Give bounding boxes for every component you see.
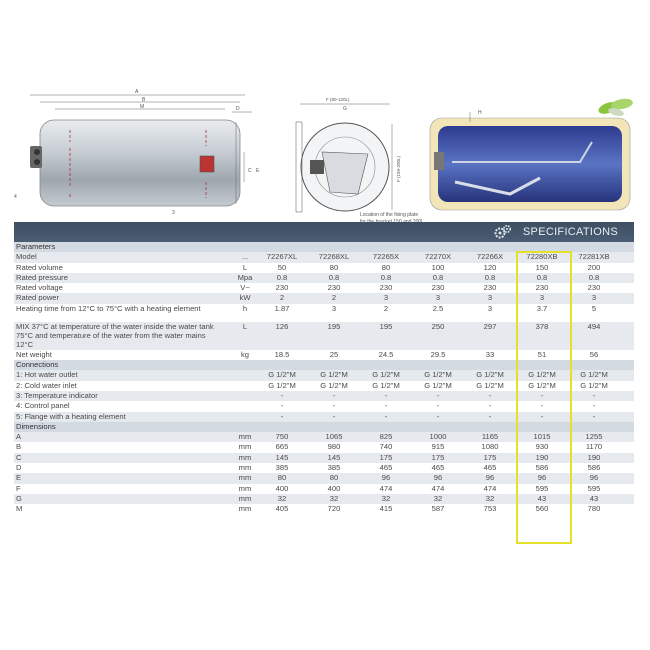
table-cell: G 1/2"M (372, 370, 400, 380)
table-cell: 80 (277, 473, 287, 483)
table-cell: G 1/2"M (476, 380, 504, 390)
table-cell: 72268XL (318, 252, 350, 262)
table-cell: 200 (587, 262, 601, 272)
table-cell: - (280, 390, 284, 400)
table-cell: 230 (431, 283, 445, 293)
cutaway-drawing (430, 110, 630, 210)
table-cell: G 1/2"M (268, 370, 296, 380)
table-cell: 595 (535, 483, 549, 493)
row-label: C (16, 452, 22, 462)
table-cell: 32 (433, 493, 443, 503)
row-label: 5: Flange with a heating element (16, 411, 126, 421)
table-cell: 1.87 (274, 303, 290, 313)
table-cell: G 1/2"M (476, 370, 504, 380)
technical-drawings (0, 82, 650, 230)
table-cell: 1170 (585, 442, 603, 452)
row-unit: h (242, 303, 248, 313)
row-label: Heating time from 12°C to 75°C with a heating element (16, 303, 201, 313)
row-label: MIX 37°C at temperature of the water inside the water tank 75°C and temperature of the water from the water mains 12°C (16, 321, 214, 350)
table-cell: 3 (331, 303, 337, 313)
section-title: Dimensions (16, 421, 56, 431)
table-cell: 25 (329, 349, 339, 359)
row-unit: mm (238, 432, 252, 442)
table-cell: 378 (535, 321, 549, 331)
table-cell: - (384, 390, 388, 400)
row-unit: mm (238, 442, 252, 452)
row-label: Rated volume (16, 262, 63, 272)
table-cell: 32 (485, 493, 495, 503)
row-label: 2: Cold water inlet (16, 380, 77, 390)
row-label: D (16, 463, 22, 473)
table-cell: 400 (327, 483, 341, 493)
table-cell: 72265X (372, 252, 400, 262)
table-cell: 915 (431, 442, 445, 452)
dim-label-4: 4 (14, 194, 17, 200)
table-cell: 586 (587, 463, 601, 473)
table-cell: 2 (383, 303, 389, 313)
table-cell: G 1/2"M (372, 380, 400, 390)
row-label: Rated power (16, 293, 60, 303)
row-unit: V~ (240, 283, 250, 293)
table-cell: 72281XB (578, 252, 610, 262)
row-unit: mm (238, 504, 252, 514)
table-cell: 80 (329, 262, 339, 272)
table-cell: - (332, 390, 336, 400)
leaf-logo-icon (592, 92, 640, 120)
table-cell: 1065 (325, 432, 343, 442)
table-cell: - (280, 411, 284, 421)
table-cell: 195 (379, 321, 393, 331)
row-label: 4: Control panel (16, 401, 70, 411)
table-cell: 1255 (585, 432, 603, 442)
table-cell: G 1/2"M (528, 370, 556, 380)
table-cell: G 1/2"M (424, 380, 452, 390)
table-cell: 2.5 (432, 303, 444, 313)
row-unit: mm (238, 473, 252, 483)
table-cell: - (592, 411, 596, 421)
table-cell: 96 (485, 473, 495, 483)
table-cell: 5 (591, 303, 597, 313)
table-cell: 415 (379, 504, 393, 514)
dim-label-f2: F (150-200L) (396, 155, 401, 182)
table-cell: 24.5 (378, 349, 394, 359)
table-cell: 930 (535, 442, 549, 452)
table-cell: - (488, 411, 492, 421)
table-cell: 0.8 (380, 272, 392, 282)
table-cell: 175 (483, 452, 497, 462)
table-cell: 96 (537, 473, 547, 483)
table-cell: - (332, 411, 336, 421)
table-cell: 3 (435, 293, 441, 303)
row-unit: L (242, 262, 248, 272)
table-cell: 190 (535, 452, 549, 462)
table-cell: 0.8 (588, 272, 600, 282)
table-cell: 250 (431, 321, 445, 331)
dim-label-g: G (343, 106, 347, 112)
table-cell: 3 (591, 293, 597, 303)
table-cell: 474 (431, 483, 445, 493)
table-cell: 43 (589, 493, 599, 503)
side-view-drawing (14, 89, 260, 216)
row-label: B (16, 442, 22, 452)
row-label: A (16, 432, 22, 442)
table-cell: 230 (483, 283, 497, 293)
row-unit: mm (238, 483, 252, 493)
highlighted-column-72280xb (516, 251, 572, 544)
table-cell: 720 (327, 504, 341, 514)
table-cell: 96 (589, 473, 599, 483)
table-cell: 72267XL (266, 252, 298, 262)
table-cell: 1015 (533, 432, 551, 442)
table-cell: 3.7 (536, 303, 548, 313)
table-cell: - (592, 401, 596, 411)
row-label: 3: Temperature indicator (16, 390, 98, 400)
table-cell: 32 (381, 493, 391, 503)
dim-label-f1: F (80-120L) (326, 97, 350, 102)
table-cell: 32 (329, 493, 339, 503)
table-cell: 405 (275, 504, 289, 514)
specifications-header (14, 222, 634, 242)
table-cell: G 1/2"M (580, 380, 608, 390)
table-cell: 595 (587, 483, 601, 493)
table-cell: 753 (483, 504, 497, 514)
row-unit: mm (238, 463, 252, 473)
table-cell: 96 (433, 473, 443, 483)
table-cell: 72270X (424, 252, 452, 262)
table-cell: 1000 (429, 432, 447, 442)
table-cell: 32 (277, 493, 287, 503)
table-cell: 100 (431, 262, 445, 272)
table-cell: 51 (537, 349, 547, 359)
table-cell: 385 (327, 463, 341, 473)
table-cell: - (488, 401, 492, 411)
table-cell: G 1/2"M (528, 380, 556, 390)
table-cell: G 1/2"M (320, 380, 348, 390)
table-cell: 980 (327, 442, 341, 452)
table-cell: - (540, 390, 544, 400)
table-cell: 2 (331, 293, 337, 303)
dim-label-c: C (248, 168, 252, 174)
table-cell: 190 (587, 452, 601, 462)
table-cell: - (280, 401, 284, 411)
table-cell: 400 (275, 483, 289, 493)
table-cell: 29.5 (430, 349, 446, 359)
row-label: G (16, 493, 22, 503)
gears-icon (494, 224, 512, 240)
dim-label-3: 3 (172, 210, 175, 216)
table-cell: 230 (535, 283, 549, 293)
table-cell: 297 (483, 321, 497, 331)
table-cell: 385 (275, 463, 289, 473)
table-cell: 586 (535, 463, 549, 473)
table-cell: 465 (431, 463, 445, 473)
fixing-note-line-1: Location of the fixing plate (360, 212, 419, 218)
table-cell: 2 (279, 293, 285, 303)
table-cell: 3 (539, 293, 545, 303)
dim-label-a: A (135, 89, 139, 95)
table-cell: 0.8 (276, 272, 288, 282)
table-cell: 56 (589, 349, 599, 359)
table-cell: 175 (379, 452, 393, 462)
row-unit: L (242, 321, 248, 331)
table-cell: 145 (327, 452, 341, 462)
table-cell: 126 (275, 321, 289, 331)
row-label: Rated pressure (16, 272, 68, 282)
table-cell: 1080 (481, 442, 499, 452)
table-cell: - (384, 401, 388, 411)
table-cell: 740 (379, 442, 393, 452)
row-label: M (16, 504, 23, 514)
table-cell: 1165 (481, 432, 499, 442)
table-cell: 825 (379, 432, 393, 442)
row-label: Net weight (16, 349, 52, 359)
table-cell: 230 (379, 283, 393, 293)
dim-label-e: E (256, 168, 260, 174)
row-label: Model (16, 252, 37, 262)
table-cell: 0.8 (328, 272, 340, 282)
table-cell: G 1/2"M (320, 370, 348, 380)
table-cell: - (592, 390, 596, 400)
row-unit: mm (238, 493, 252, 503)
heater-drawings-svg (0, 82, 650, 230)
table-cell: 195 (327, 321, 341, 331)
table-cell: 0.8 (432, 272, 444, 282)
row-unit: mm (238, 452, 252, 462)
table-cell: 3 (487, 303, 493, 313)
dim-label-h: H (478, 110, 482, 116)
row-label: F (16, 483, 21, 493)
table-cell: 50 (277, 262, 287, 272)
specifications-title: SPECIFICATIONS (522, 226, 618, 238)
table-cell: 120 (483, 262, 497, 272)
table-cell: 72266X (476, 252, 504, 262)
table-cell: G 1/2"M (268, 380, 296, 390)
table-cell: 230 (587, 283, 601, 293)
table-cell: - (384, 411, 388, 421)
section-title: Parameters (16, 242, 56, 251)
end-view-drawing (296, 97, 401, 212)
row-unit: kg (240, 349, 250, 359)
row-unit: Mpa (237, 272, 253, 282)
table-cell: 43 (537, 493, 547, 503)
table-cell: 0.8 (484, 272, 496, 282)
table-cell: 665 (275, 442, 289, 452)
table-cell: - (436, 401, 440, 411)
table-cell: 230 (327, 283, 341, 293)
dim-label-m: M (140, 104, 145, 110)
table-cell: G 1/2"M (580, 370, 608, 380)
table-cell: G 1/2"M (424, 370, 452, 380)
row-unit: ... (241, 252, 249, 262)
dim-label-b: B (142, 97, 146, 103)
table-cell: 150 (535, 262, 549, 272)
table-cell: 80 (329, 473, 339, 483)
table-cell: 494 (587, 321, 601, 331)
table-cell: - (332, 401, 336, 411)
table-cell: 230 (275, 283, 289, 293)
table-cell: 18.5 (274, 349, 290, 359)
section-title: Connections (16, 360, 59, 370)
table-cell: - (540, 401, 544, 411)
table-cell: 465 (379, 463, 393, 473)
dim-label-d: D (236, 106, 240, 112)
table-cell: 780 (587, 504, 601, 514)
table-cell: 474 (483, 483, 497, 493)
table-cell: - (436, 390, 440, 400)
table-cell: - (540, 411, 544, 421)
table-cell: 3 (487, 293, 493, 303)
row-label: E (16, 473, 22, 483)
table-cell: 96 (381, 473, 391, 483)
table-cell: 560 (535, 504, 549, 514)
table-cell: 33 (485, 349, 495, 359)
table-cell: 145 (275, 452, 289, 462)
table-cell: 474 (379, 483, 393, 493)
table-cell: 0.8 (536, 272, 548, 282)
table-cell: - (436, 411, 440, 421)
row-unit: kW (239, 293, 251, 303)
table-cell: 587 (431, 504, 445, 514)
row-label: Rated voltage (16, 283, 63, 293)
table-cell: 465 (483, 463, 497, 473)
table-cell: 80 (381, 262, 391, 272)
table-cell: - (488, 390, 492, 400)
table-cell: 3 (383, 293, 389, 303)
table-cell: 175 (431, 452, 445, 462)
row-label: 1: Hot water outlet (16, 370, 78, 380)
table-cell: 750 (275, 432, 289, 442)
table-cell: 72280XB (526, 252, 558, 262)
